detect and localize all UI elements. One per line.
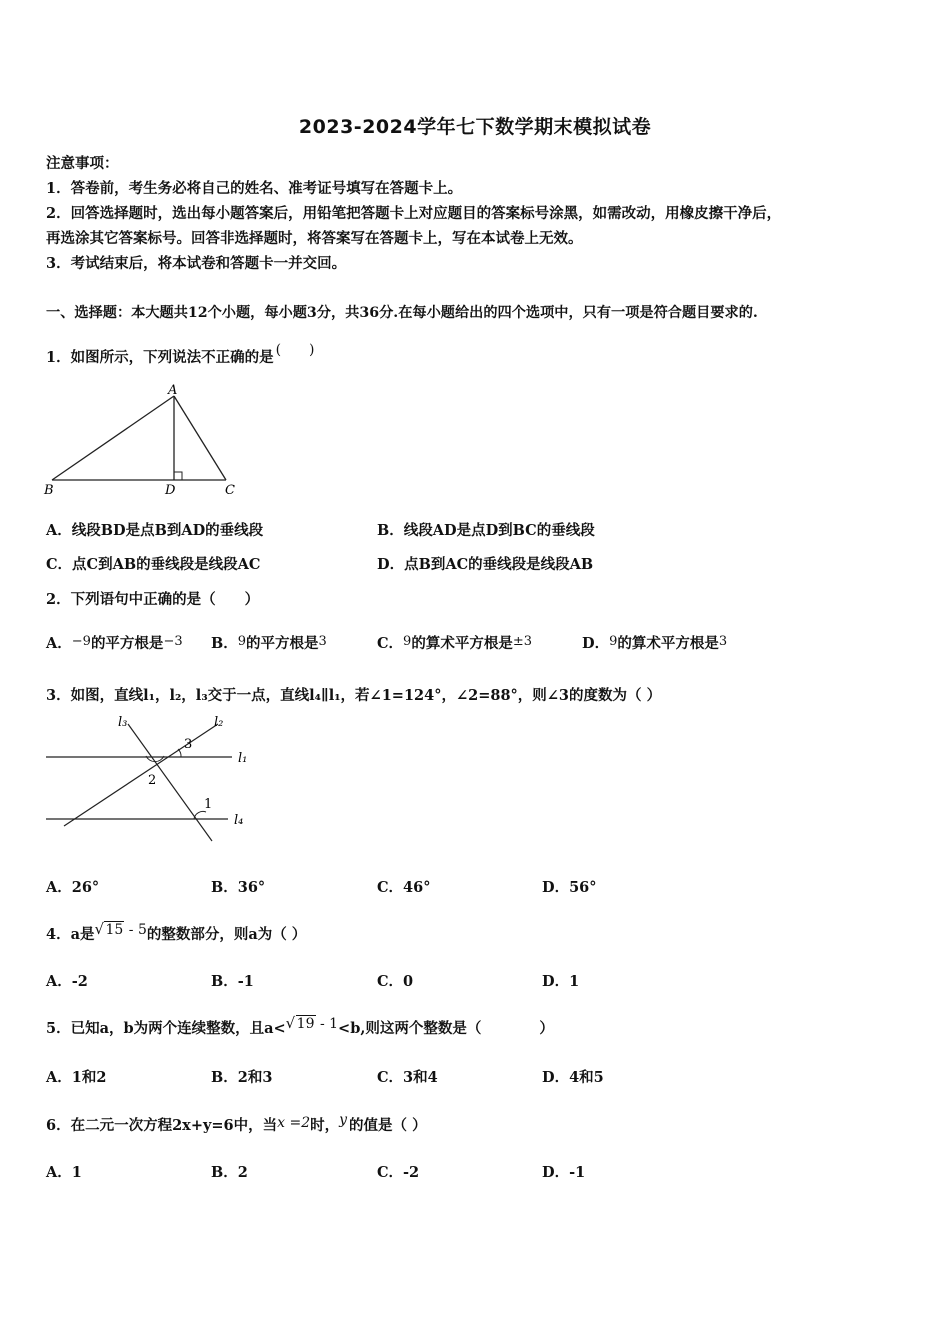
q4-option-d[interactable]: D．1 xyxy=(542,973,580,990)
q1-option-b[interactable]: B．线段AD是点D到BC的垂线段 xyxy=(377,522,595,539)
q5-option-c[interactable]: C．3和4 xyxy=(377,1069,438,1086)
q6-option-a[interactable]: A．1 xyxy=(46,1164,82,1181)
q5-option-a[interactable]: A．1和2 xyxy=(46,1069,107,1086)
question-6-pre: 6．在二元一次方程2x+y=6中，当 xyxy=(46,1117,278,1134)
segment-ab xyxy=(52,396,174,480)
segment-ac xyxy=(174,396,226,480)
question-4-pre: 4．a是 xyxy=(46,926,95,943)
triangle-figure xyxy=(40,382,250,500)
line-l2 xyxy=(64,724,218,826)
sqrt-19-expr xyxy=(286,1016,338,1032)
label-d: D xyxy=(165,483,176,498)
label-a: A xyxy=(168,383,178,398)
q2-option-c[interactable] xyxy=(377,632,532,653)
question-6-condition: x =2 xyxy=(277,1115,311,1131)
line-l3 xyxy=(128,724,212,841)
question-6-variable: y xyxy=(339,1112,348,1128)
label-l1: l₁ xyxy=(238,751,248,766)
q2-option-c-label: C． xyxy=(377,635,404,652)
q5-option-b[interactable]: B．2和3 xyxy=(211,1069,273,1086)
q5-option-d[interactable]: D．4和5 xyxy=(542,1069,604,1086)
radical-icon: √ xyxy=(94,920,105,938)
q2-option-a-expr1: −9 xyxy=(71,634,91,649)
question-4 xyxy=(46,922,306,944)
q2-option-a-expr2: −3 xyxy=(163,634,183,649)
label-b: B xyxy=(44,483,54,498)
q6-option-b[interactable]: B．2 xyxy=(211,1164,248,1181)
question-1-stem: 1．如图所示，下列说法不正确的是 xyxy=(46,349,274,366)
q1-option-d[interactable]: D．点B到AC的垂线段是线段AB xyxy=(377,556,594,573)
note-line-4: 3．考试结束后，将本试卷和答题卡一并交回。 xyxy=(46,255,347,272)
question-6 xyxy=(46,1112,427,1135)
q2-option-b-text: 的平方根是 xyxy=(246,635,319,652)
radical-icon: √ xyxy=(285,1014,296,1032)
radicand-19: 19 xyxy=(296,1016,315,1032)
question-1 xyxy=(46,339,315,367)
q2-option-c-expr2: ±3 xyxy=(512,634,532,649)
sqrt-15-expr xyxy=(94,922,146,938)
angle-3-arc xyxy=(178,749,181,757)
parallel-lines-figure xyxy=(40,708,270,848)
section-heading: 一、选择题：本大题共12个小题，每小题3分，共36分.在每小题给出的四个选项中，只有一项是符合题目要求的. xyxy=(46,305,758,321)
notes-heading: 注意事项： xyxy=(46,155,119,172)
label-angle-2: 2 xyxy=(148,773,157,788)
q2-option-d-text: 的算术平方根是 xyxy=(617,635,719,652)
q4-minus-term: - 5 xyxy=(124,922,147,938)
note-line-1: 1．答卷前，考生务必将自己的姓名、准考证号填写在答题卡上。 xyxy=(46,180,463,197)
label-angle-1: 1 xyxy=(204,797,213,812)
question-5-post: <b,则这两个整数是（ ） xyxy=(338,1020,554,1037)
question-5 xyxy=(46,1016,554,1038)
q4-option-b[interactable]: B．-1 xyxy=(211,973,254,990)
q3-option-d[interactable]: D．56° xyxy=(542,879,597,896)
q2-option-a-label: A． xyxy=(46,635,72,652)
question-6-mid: 时， xyxy=(310,1117,340,1134)
question-6-post: 的值是（ ） xyxy=(349,1117,427,1134)
question-1-paren: ( ) xyxy=(275,342,315,358)
radicand-15: 15 xyxy=(105,922,124,938)
q3-option-b[interactable]: B．36° xyxy=(211,879,266,896)
q6-option-c[interactable]: C．-2 xyxy=(377,1164,420,1181)
q2-option-d[interactable] xyxy=(582,632,727,653)
q1-option-a[interactable]: A．线段BD是点B到AD的垂线段 xyxy=(46,522,264,539)
q3-option-c[interactable]: C．46° xyxy=(377,879,431,896)
q4-option-a[interactable]: A．-2 xyxy=(46,973,88,990)
label-l3: l₃ xyxy=(118,715,128,730)
label-l2: l₂ xyxy=(214,715,224,730)
note-line-3: 再选涂其它答案标号。回答非选择题时，将答案写在答题卡上，写在本试卷上无效。 xyxy=(46,230,583,247)
label-angle-3: 3 xyxy=(184,737,193,752)
q2-option-a[interactable] xyxy=(46,632,183,653)
question-3-stem: 3．如图，直线l₁，l₂，l₃交于一点，直线l₄∥l₁，若∠1=124°，∠2=88°，则∠3的度数为（ ） xyxy=(46,687,662,704)
q6-option-d[interactable]: D．-1 xyxy=(542,1164,586,1181)
q2-option-b-expr2: 3 xyxy=(318,634,327,649)
question-5-pre: 5．已知a，b为两个连续整数，且a< xyxy=(46,1020,286,1037)
q3-option-a[interactable]: A．26° xyxy=(46,879,100,896)
right-angle-mark xyxy=(174,472,182,480)
label-l4: l₄ xyxy=(234,813,244,828)
q4-option-c[interactable]: C．0 xyxy=(377,973,414,990)
q2-option-a-text: 的平方根是 xyxy=(90,635,164,652)
page-title: 2023-2024学年七下数学期末模拟试卷 xyxy=(298,116,652,138)
q2-option-b[interactable] xyxy=(211,632,327,653)
q2-option-d-label: D． xyxy=(582,635,610,652)
label-c: C xyxy=(225,483,235,498)
question-4-post: 的整数部分，则a为（ ） xyxy=(146,926,307,943)
q2-option-d-expr2: 3 xyxy=(718,634,728,649)
q2-option-b-label: B． xyxy=(211,635,238,652)
q2-option-d-expr1: 9 xyxy=(609,634,618,649)
q2-option-c-text: 的算术平方根是 xyxy=(411,635,513,652)
note-line-2: 2．回答选择题时，选出每小题答案后，用铅笔把答题卡上对应题目的答案标号涂黑，如需改动，用橡皮擦干净后， xyxy=(46,205,782,222)
question-2-stem: 2．下列语句中正确的是（ ） xyxy=(46,591,260,608)
q1-option-c[interactable]: C．点C到AB的垂线段是线段AC xyxy=(46,556,261,573)
q2-option-b-expr1: 9 xyxy=(237,634,247,649)
q5-minus-term: - 1 xyxy=(315,1016,339,1032)
q2-option-c-expr1: 9 xyxy=(403,634,412,649)
